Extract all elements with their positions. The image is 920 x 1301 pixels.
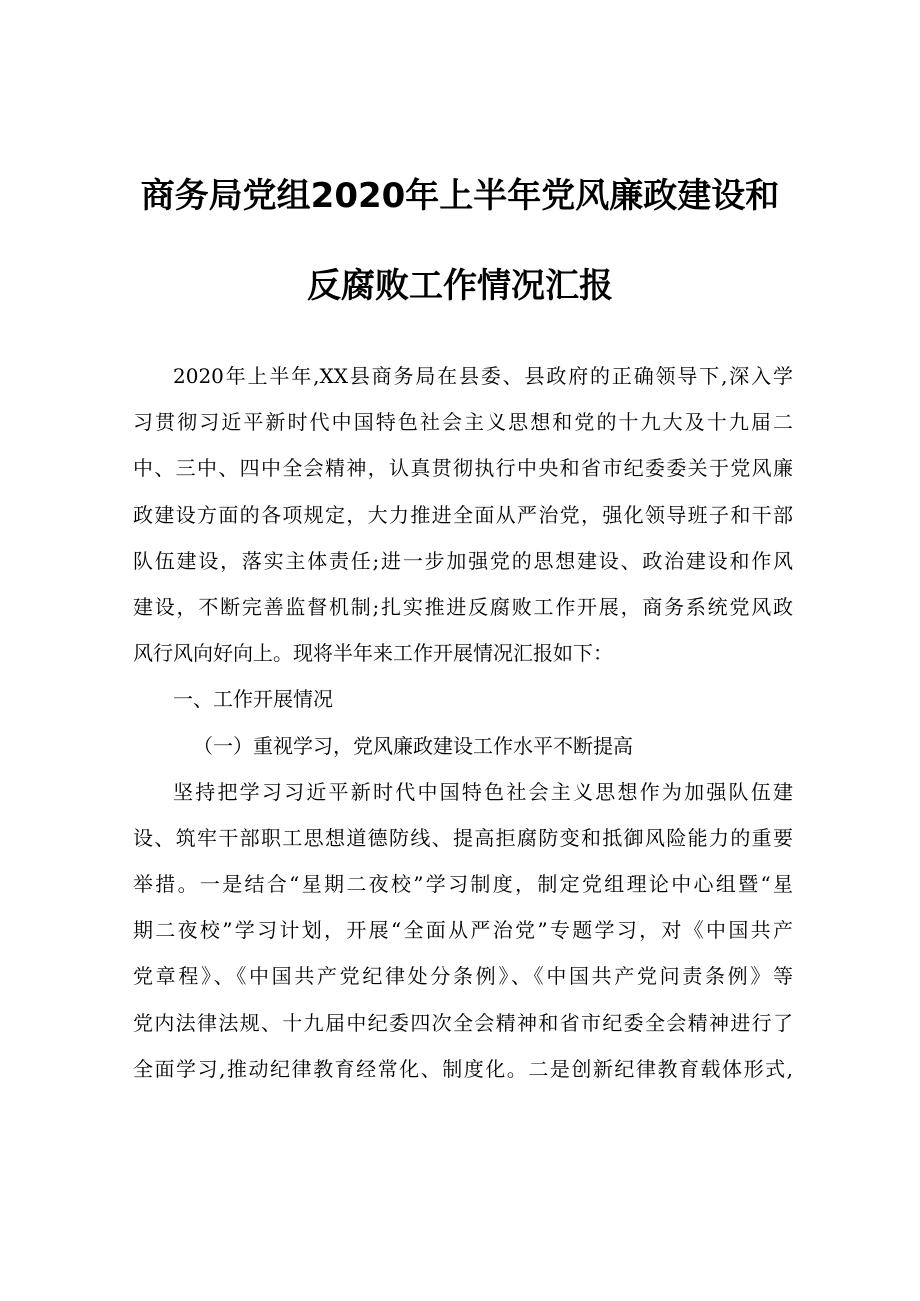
intro-paragraph: [133, 353, 793, 676]
document-title-line-2: 反腐败工作情况汇报: [307, 266, 613, 306]
paragraph-line: 习贯彻习近平新时代中国特色社会主义思想和党的十九大及十九届二: [133, 410, 793, 435]
subsection-heading: （一）重视学习，党风廉政建设工作水平不断提高: [193, 733, 633, 758]
paragraph-line: 建设，不断完善监督机制;扎实推进反腐败工作开展，商务系统党风政: [133, 594, 793, 619]
paragraph-line: 风行风向好向上。现将半年来工作开展情况汇报如下：: [133, 641, 613, 666]
body-paragraph: [133, 769, 793, 1092]
paragraph-line: 举措。一是结合“星期二夜校”学习制度，制定党组理论中心组暨“星: [133, 872, 793, 897]
paragraph-line: 队伍建设，落实主体责任;进一步加强党的思想建设、政治建设和作风: [133, 548, 793, 573]
paragraph-line: 中、三中、四中全会精神，认真贯彻执行中央和省市纪委委关于党风廉: [133, 456, 793, 481]
paragraph-line: 政建设方面的各项规定，大力推进全面从严治党，强化领导班子和干部: [133, 502, 793, 527]
section-heading: 一、工作开展情况: [173, 687, 333, 712]
document-title-line-1: 商务局党组2020年上半年党风廉政建设和: [140, 176, 780, 216]
paragraph-line: 坚持把学习习近平新时代中国特色社会主义思想作为加强队伍建: [173, 779, 793, 804]
paragraph-line: 设、筑牢干部职工思想道德防线、提高拒腐防变和抵御风险能力的重要: [133, 825, 793, 850]
paragraph-line: 全面学习,推动纪律教育经常化、制度化。二是创新纪律教育载体形式,: [133, 1056, 793, 1081]
paragraph-line: 期二夜校”学习计划，开展“全面从严治党”专题学习，对《中国共产: [133, 918, 793, 943]
paragraph-line: 党章程》、《中国共产党纪律处分条例》、《中国共产党问责条例》等: [133, 964, 793, 989]
document-body: [133, 353, 793, 1092]
paragraph-line: 党内法律法规、十九届中纪委四次全会精神和省市纪委全会精神进行了: [133, 1010, 793, 1035]
paragraph-line: 2020年上半年,XX县商务局在县委、县政府的正确领导下,深入学: [173, 364, 793, 388]
